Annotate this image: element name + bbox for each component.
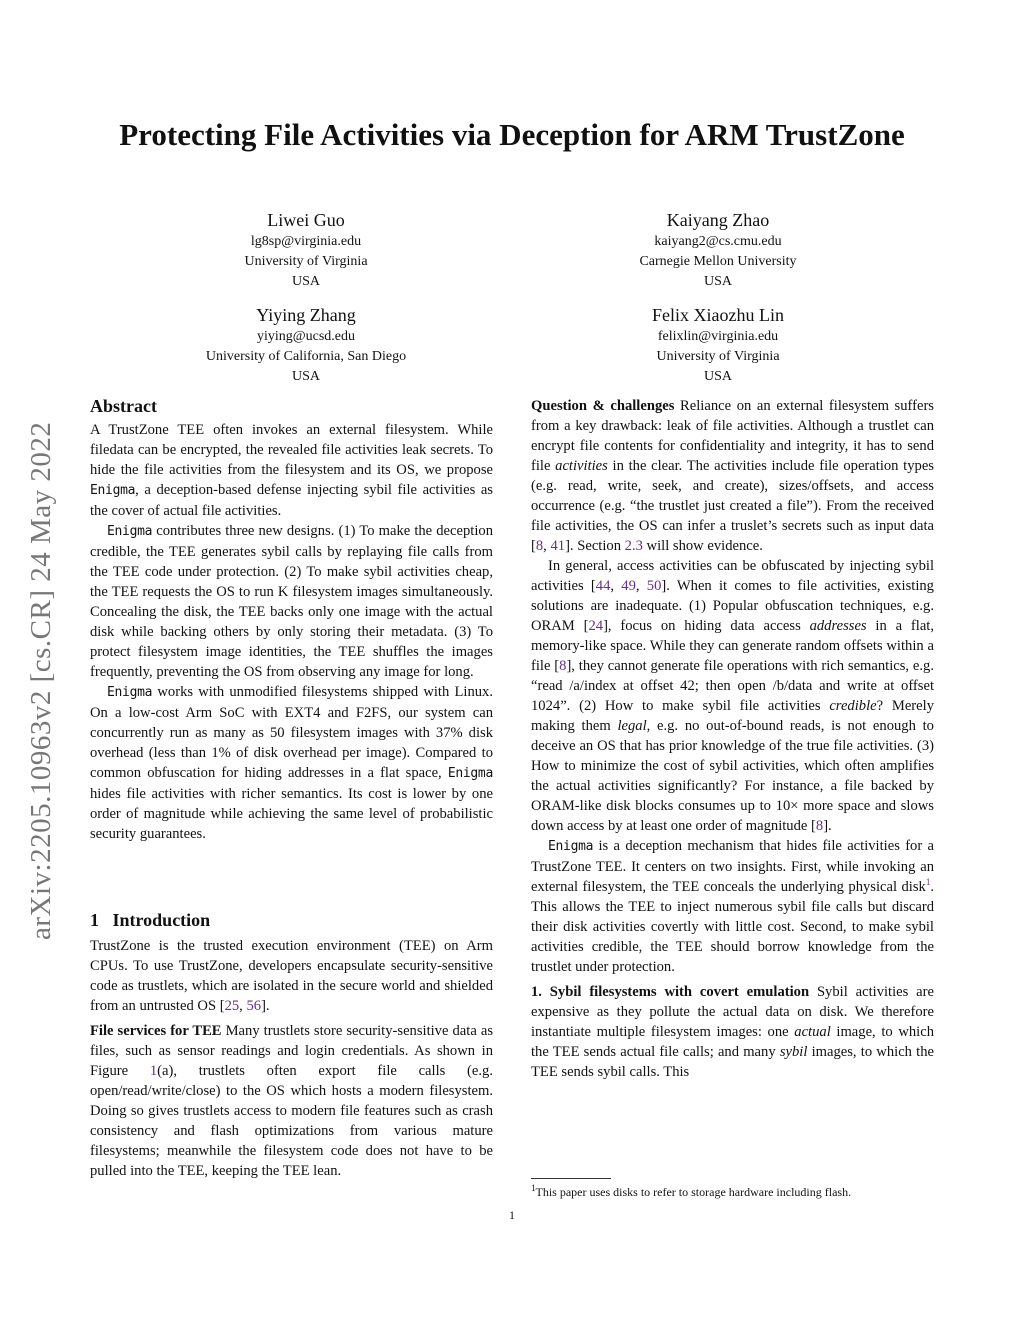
- footnote-divider: [531, 1178, 611, 1179]
- emphasis: credible: [829, 698, 877, 714]
- paragraph: [531, 982, 934, 1082]
- citation-link[interactable]: 24: [588, 618, 604, 634]
- paragraph: [90, 521, 493, 682]
- abstract-heading: Abstract: [90, 396, 157, 416]
- author-email: kaiyang2@cs.cmu.edu: [654, 234, 782, 249]
- text-run: , e.g. no out-of-bound reads, is not enough to deceive an OS that has prior knowledge of the true file activities. (3) How to minimize the cost of sybil activities, which often amplifies the actual activities significantly? For instance, a file backed by ORAM-like disk blocks consumes up to 10× more space and slows down access by at least one order of magnitude [: [531, 718, 934, 834]
- author-country: USA: [703, 274, 732, 289]
- right-column: [531, 396, 934, 1082]
- text-run: Many trustlets store security-sensitive data as files, such as sensor readings and login credentials. As shown in Figure: [90, 1023, 493, 1079]
- citation-link[interactable]: 25: [224, 998, 240, 1014]
- text-run: works with unmodified filesystems shipped with Linux. On a low-cost Arm SoC with EXT4 and F2FS, our system can concurrently run as many as 50 filesystem images with 37% disk overhead (less than 1% of disk overhead per image). Compared to common obfuscation for hiding addresses in a flat space,: [90, 684, 493, 781]
- paragraph: [531, 556, 934, 836]
- author-email: lg8sp@virginia.edu: [250, 234, 362, 249]
- text-run: image, to which the TEE sends actual file calls; and many: [531, 1024, 934, 1060]
- text-run: in the clear. The activities include file operation types (e.g. read, write, seek, and create), sizes/offsets, and access occurrence (e.g. “the trustlet just created a file”). From the received file activities, the OS can infer a truslet’s secrets such as input data [: [531, 458, 934, 554]
- text-run: images, to which the TEE sends sybil calls. This: [531, 1044, 934, 1080]
- author-block: [538, 208, 898, 292]
- page-number: 1: [509, 1208, 515, 1222]
- text-run: in a flat, memory-like space. While they can generate random offsets within a file [: [531, 618, 934, 674]
- run-in-heading: File services for TEE: [90, 1023, 222, 1039]
- system-name: Enigma: [107, 685, 153, 700]
- author-name: Yiying Zhang: [256, 305, 356, 325]
- footnote-mark: 1: [531, 1183, 536, 1193]
- author-country: USA: [703, 369, 732, 384]
- introduction-heading: 1 Introduction: [90, 910, 211, 930]
- text-run: ,: [543, 538, 551, 554]
- text-run: (a), trustlets often export file calls (e.g. open/read/write/close) to the OS which hosts a modern filesystem. Doing so gives trustlets access to modern file features such as crash consistency and flash optimizations from various mature filesystems; meanwhile the filesystem code does not have to be pulled into the TEE, keeping the TEE lean.: [90, 1063, 493, 1179]
- text-run: ? Merely making them: [531, 698, 934, 734]
- text-run: Reliance on an external filesystem suffers from a key drawback: leak of file activities. Although a trustlet can encrypt file contents for confidentiality and integrity, it has to send file: [531, 398, 934, 474]
- footnote-ref[interactable]: 1: [925, 877, 931, 888]
- text-run: hides file activities with richer semantics. Its cost is lower by one order of magnitude while achieving the same level of probabilistic security guarantees.: [90, 786, 493, 842]
- author-affiliation: University of Virginia: [244, 254, 368, 269]
- text-run: ,: [610, 578, 622, 594]
- citation-link[interactable]: 8: [535, 538, 544, 554]
- paragraph: [90, 420, 493, 521]
- system-name: Enigma: [548, 839, 594, 854]
- emphasis: activities: [555, 458, 608, 474]
- paragraph: [90, 1021, 493, 1181]
- text-run: ,: [239, 998, 247, 1014]
- citation-link[interactable]: 8: [815, 818, 824, 834]
- abstract-section: [90, 394, 493, 844]
- author-name: Felix Xiaozhu Lin: [652, 305, 784, 325]
- text-run: is a deception mechanism that hides file activities for a TrustZone TEE. It centers on two insights. First, while invoking an external filesystem, the TEE conceals the underlying physical disk: [531, 838, 934, 895]
- system-name: Enigma: [90, 483, 136, 498]
- author-country: USA: [291, 369, 320, 384]
- citation-link[interactable]: 41: [550, 538, 566, 554]
- author-affiliation: Carnegie Mellon University: [639, 254, 797, 269]
- text-run: A TrustZone TEE often invokes an external filesystem. While filedata can be encrypted, the revealed file activities leak secrets. To hide the file activities from the filesystem and its OS, we propose: [90, 422, 493, 478]
- author-affiliation: University of Virginia: [656, 349, 780, 364]
- citation-link[interactable]: 2.3: [624, 538, 643, 554]
- text-run: ], focus on hiding data access: [603, 618, 810, 634]
- run-in-heading: Question & challenges: [531, 398, 675, 414]
- emphasis: legal: [617, 718, 647, 734]
- author-country: USA: [291, 274, 320, 289]
- text-run: contributes three new designs. (1) To make the deception credible, the TEE generates sybil calls by replaying file calls from the TEE code under protection. (2) To make sybil activities cheap, the TEE requests the OS to run K filesystem images simultaneously. Concealing the disk, the TEE backs only one image with the actual disk while backing others by only storing their metadata. (3) To protect filesystem image identities, the TEE shuffles the images frequently, preventing the OS from observing any image for long.: [90, 523, 493, 680]
- text-run: , a deception-based defense injecting sybil file activities as the cover of actual file activities.: [90, 482, 493, 519]
- citation-link[interactable]: 44: [595, 578, 611, 594]
- paragraph: [90, 936, 493, 1016]
- text-run: Sybil activities are expensive as they pollute the actual data on disk. We therefore instantiate multiple filesystem images: one: [531, 984, 934, 1040]
- emphasis: sybil: [779, 1044, 808, 1060]
- author-block: [126, 208, 486, 292]
- text-run: ]. Section: [565, 538, 625, 554]
- author-email: yiying@ucsd.edu: [256, 329, 356, 344]
- author-name: Liwei Guo: [267, 210, 345, 230]
- text-run: In general, access activities can be obfuscated by injecting sybil activities [: [531, 558, 934, 594]
- system-name: Enigma: [447, 766, 493, 781]
- author-block: [126, 303, 486, 387]
- citation-link[interactable]: 1: [149, 1063, 158, 1079]
- author-affiliation: University of California, San Diego: [205, 349, 407, 364]
- arxiv-identifier: arXiv:2205.10963v2 [cs.CR] 24 May 2022: [25, 421, 57, 940]
- citation-link[interactable]: 56: [246, 998, 262, 1014]
- author-block: [538, 303, 898, 387]
- introduction-section: [90, 908, 493, 1181]
- text-run: TrustZone is the trusted execution environment (TEE) on Arm CPUs. To use TrustZone, developers encapsulate security-sensitive code as trustlets, which are isolated in the secure world and shielded from an untrusted OS [: [90, 938, 493, 1014]
- text-run: ].: [823, 818, 832, 834]
- paragraph: [531, 836, 934, 977]
- citation-link[interactable]: 8: [559, 658, 567, 674]
- run-in-heading: 1. Sybil filesystems with covert emulation: [531, 984, 810, 1000]
- emphasis: actual: [794, 1024, 831, 1040]
- author-email: felixlin@virginia.edu: [657, 329, 779, 344]
- paragraph: [90, 682, 493, 844]
- text-run: ,: [635, 578, 647, 594]
- footnote: [531, 1185, 851, 1200]
- text-run: will show evidence.: [642, 538, 763, 554]
- author-name: Kaiyang Zhao: [666, 210, 770, 230]
- paper-title: Protecting File Activities via Deception for ARM TrustZone: [119, 117, 905, 152]
- system-name: Enigma: [107, 524, 153, 539]
- text-run: ].: [261, 998, 270, 1014]
- text-run: ]. When it comes to file activities, existing solutions are inadequate. (1) Popular obfuscation techniques, e.g. ORAM [: [531, 578, 934, 634]
- abstract-body: [90, 420, 493, 844]
- citation-link[interactable]: 49: [621, 578, 636, 594]
- introduction-body: [90, 936, 493, 1181]
- text-run: ], they cannot generate file operations with rich semantics, e.g. “read /a/index at offset 42; then open /b/data and write at offset 1024”. (2) How to make sybil file activities: [531, 658, 934, 714]
- emphasis: addresses: [809, 618, 867, 634]
- text-run: . This allows the TEE to inject numerous sybil file calls but discard their disk activities covertly with little cost. Second, to make sybil activities credible, the TEE should borrow knowledge from the trustlet under protection.: [531, 879, 934, 975]
- citation-link[interactable]: 50: [646, 578, 662, 594]
- paragraph: [531, 396, 934, 556]
- footnote-text: This paper uses disks to refer to storage hardware including flash.: [535, 1185, 852, 1199]
